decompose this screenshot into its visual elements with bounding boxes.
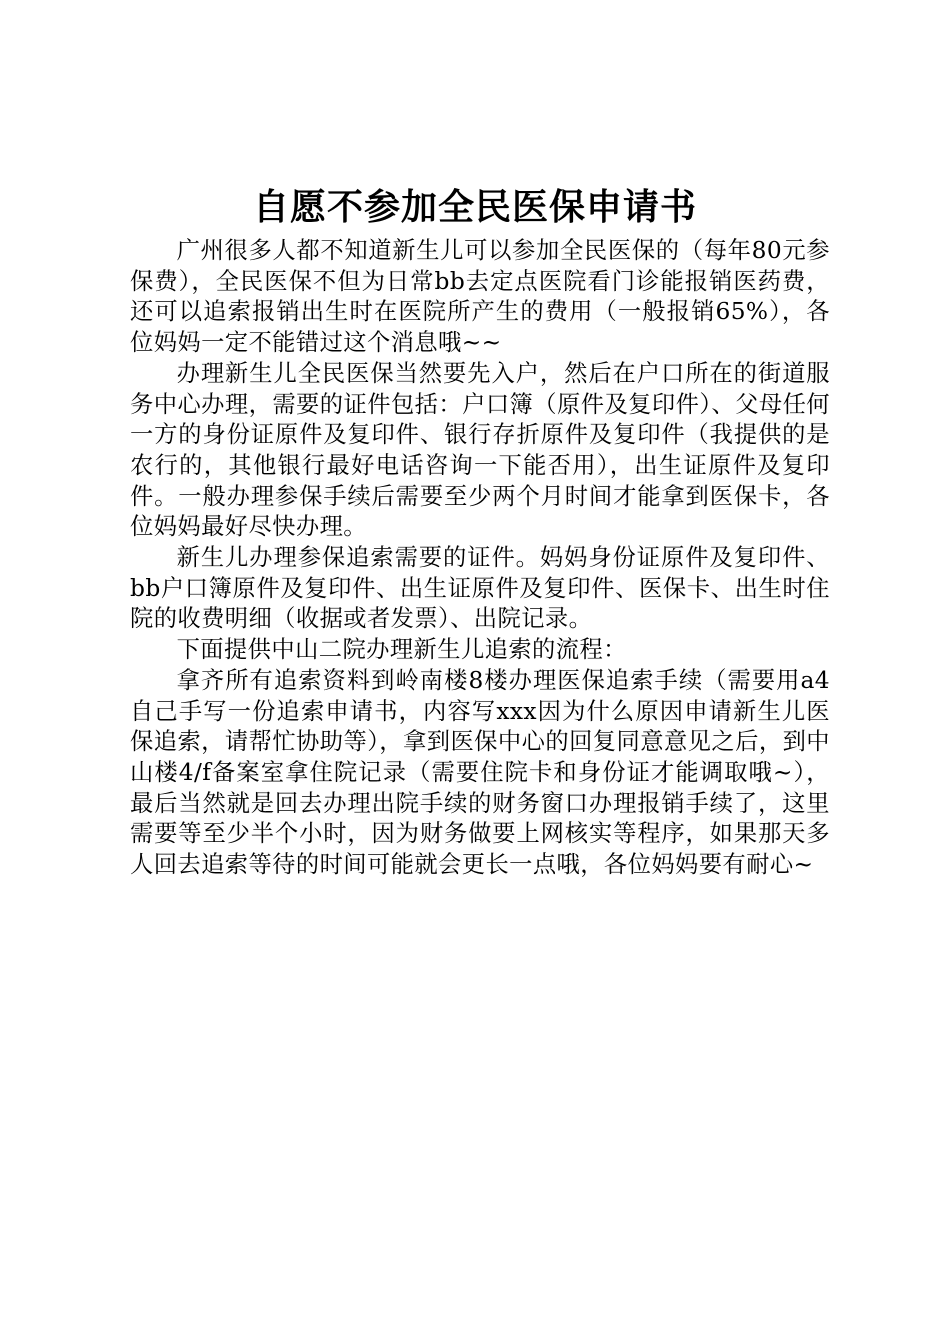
paragraph-reimbursement-documents: 新生儿办理参保追索需要的证件。妈妈身份证原件及复印件、bb户口簿原件及复印件、出生证原件及复印件、医保卡、出生时住院的收费明细（收据或者发票）、出院记录。 [130,544,830,633]
document-title: 自愿不参加全民医保申请书 [252,187,697,228]
paragraph-newborn-insurance-intro: 广州很多人都不知道新生儿可以参加全民医保的（每年80元参保费），全民医保不但为日常bb去定点医院看门诊能报销医药费，还可以追索报销出生时在医院所产生的费用（一般报销65%），各位妈妈一定不能错过这个消息哦~~ [130,237,830,357]
paragraph-process-steps: 拿齐所有追索资料到岭南楼8楼办理医保追索手续（需要用a4自己手写一份追索申请书，内容写xxx因为什么原因申请新生儿医保追索，请帮忙协助等），拿到医保中心的回复同意意见之后，到中山楼4/f备案室拿住院记录（需要住院卡和身份证才能调取哦~），最后当然就是回去办理出院手续的财务窗口办理报销手续了，这里需要等至少半个小时，因为财务做要上网核实等程序，如果那天多人回去追索等待的时间可能就会更长一点哦，各位妈妈要有耐心~ [130,666,830,879]
paragraph-process-heading: 下面提供中山二院办理新生儿追索的流程： [176,636,627,664]
paragraph-enrollment-documents: 办理新生儿全民医保当然要先入户，然后在户口所在的街道服务中心办理，需要的证件包括：户口簿（原件及复印件）、父母任何一方的身份证原件及复印件、银行存折原件及复印件（我提供的是农行的，其他银行最好电话咨询一下能否用），出生证原件及复印件。一般办理参保手续后需要至少两个月时间才能拿到医保卡，各位妈妈最好尽快办理。 [130,359,830,541]
document-body [130,236,830,881]
